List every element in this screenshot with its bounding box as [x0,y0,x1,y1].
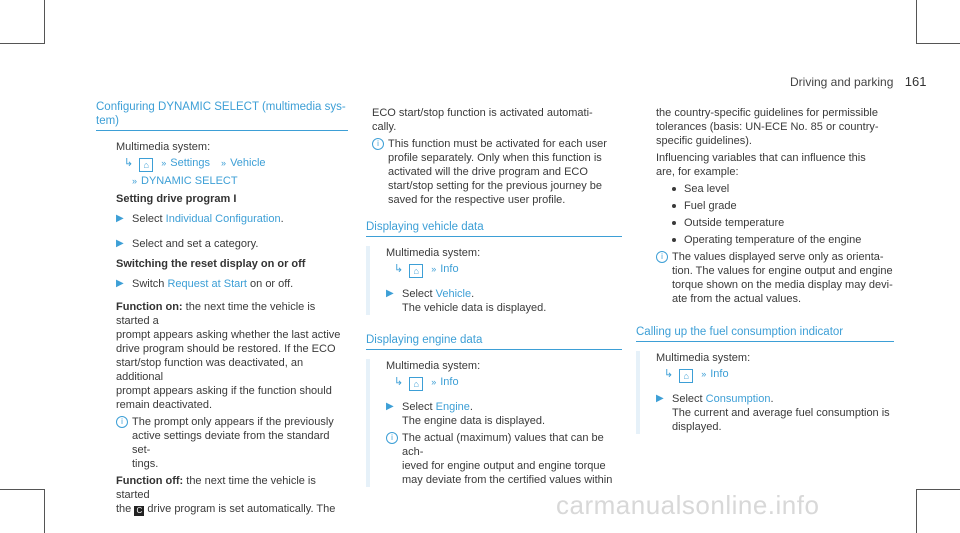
crop-mark [44,489,45,533]
content-block [366,106,622,207]
text-line: cally. [372,121,397,133]
text-line: Influencing variables that can influence this [656,152,866,164]
step-text: Select [402,288,436,300]
text-part: drive program is set automatically. The [144,503,336,515]
function-on-paragraph [116,300,348,412]
arrow-hook-icon: ↳ [124,157,134,169]
content-block [636,106,894,306]
list-item [656,233,894,247]
info-note [656,250,894,306]
text-line: start/stop function was deactivated, an additional [116,357,304,383]
text-line: may deviate from the certified values within [402,474,613,486]
function-off-paragraph [116,474,348,516]
page-number: 161 [904,74,927,89]
step-text: Select [132,213,166,225]
text-line: The prompt only appears if the previously [132,416,334,428]
arrow-hook-icon: ↳ [394,263,404,275]
column-3 [636,106,894,436]
text-line: tings. [132,458,159,470]
menu-path [664,367,894,383]
multimedia-label: Multimedia system: [386,360,481,372]
section-title-vehicle-data: Displaying vehicle data [366,221,484,233]
text-line: ieved for engine output and engine torque [402,460,606,472]
step-result: The vehicle data is displayed. [402,302,547,314]
arrow-hook-icon: ↳ [394,376,404,388]
home-icon[interactable]: ⌂ [409,264,423,278]
text-line: specific guidelines). [656,135,752,147]
double-chevron-icon: » [431,264,437,274]
triangle-right-icon: ▶ [116,238,124,249]
info-note [386,431,622,487]
heading-reset-display: Switching the reset display on or off [116,258,306,270]
column-2 [366,106,622,490]
content-block [96,140,348,516]
step [116,237,348,251]
arrow-hook-icon: ↳ [664,368,674,380]
step-text: Select [402,401,436,413]
menu-path [124,156,348,172]
double-chevron-icon: » [701,369,707,379]
step-text: Select and set a category. [132,238,259,250]
section-rule [366,236,622,237]
label-function-off: Function off: [116,475,184,487]
path-vehicle[interactable]: Vehicle [230,157,266,169]
text-line: The actual (maximum) values that can be ach- [402,432,604,458]
multimedia-label: Multimedia system: [386,247,481,259]
home-icon[interactable]: ⌂ [139,158,153,172]
list-text: Outside temperature [684,217,785,229]
link-consumption[interactable]: Consumption [705,393,771,405]
section-rule [636,341,894,342]
crop-mark [916,43,960,44]
text-line: saved for the respective user profile. [388,194,566,206]
text-part: the [116,503,135,515]
double-chevron-icon: » [161,158,167,168]
list-text: Fuel grade [684,200,737,212]
crop-mark [0,43,45,44]
list-item [656,216,894,230]
menu-path [394,262,622,278]
link-individual-configuration[interactable]: Individual Configuration [165,213,281,225]
section-rule [366,349,622,350]
section-title-engine-data: Displaying engine data [366,334,483,346]
text-line: start/stop setting for the previous journey be [388,180,603,192]
step-result: The current and average fuel consumption is [672,407,890,419]
list-text: Operating temperature of the engine [684,234,862,246]
text-line: ECO start/stop function is activated automati- [372,107,593,119]
section-rule [96,130,348,131]
step-text: on or off. [246,278,294,290]
info-note [372,137,622,207]
triangle-right-icon: ▶ [116,278,124,289]
text-line: prompt appears asking if the function should [116,385,332,397]
link-request-at-start[interactable]: Request at Start [167,278,247,290]
heading-drive-program: Setting drive program I [116,193,237,205]
path-info[interactable]: Info [440,263,459,275]
list-text: Sea level [684,183,730,195]
content-block [366,359,622,487]
triangle-right-icon: ▶ [386,401,394,412]
text-line: tion. The values for engine output and engine [672,265,893,277]
triangle-right-icon: ▶ [116,213,124,224]
title-line: tem) [96,115,119,127]
crop-mark [0,489,45,490]
text-line: prompt appears asking whether the last active [116,329,341,341]
step-text: Select [672,393,706,405]
running-header [790,75,926,89]
crop-mark [44,0,45,44]
crop-mark [916,0,917,44]
path-settings[interactable]: Settings [170,157,210,169]
step [116,277,348,291]
multimedia-label: Multimedia system: [656,352,751,364]
double-chevron-icon: » [132,176,138,186]
step-text: . [469,401,473,413]
path-info[interactable]: Info [440,376,459,388]
triangle-right-icon: ▶ [656,393,664,404]
text-line [116,502,348,516]
text-line: The values displayed serve only as orienta- [672,251,884,263]
text-line: activated will the drive program and ECO [388,166,588,178]
path-dynamic-select[interactable]: DYNAMIC SELECT [141,175,238,187]
step-text: Switch [132,278,168,290]
text-line: tolerances (basis: UN-ECE No. 85 or country- [656,121,879,133]
info-icon: i [656,251,668,263]
step [386,287,622,315]
step [386,400,622,428]
text-line: torque shown on the media display may devi- [672,279,893,291]
info-note [116,415,348,471]
info-icon: i [386,432,398,444]
text-line: the next time the vehicle is started [116,475,316,501]
step-text: . [471,288,475,300]
text-line: This function must be activated for each user [388,138,607,150]
section-name: Driving and parking [790,75,894,89]
multimedia-label: Multimedia system: [116,141,211,153]
path-info[interactable]: Info [710,368,729,380]
section-title-fuel-consumption: Calling up the fuel consumption indicator [636,326,844,338]
menu-path-cont [132,174,348,188]
content-block [636,351,894,434]
crop-mark [916,489,960,490]
link-vehicle[interactable]: Vehicle [435,288,472,300]
info-icon: i [116,416,128,428]
double-chevron-icon: » [221,158,227,168]
text-line: the country-specific guidelines for permissible [656,107,878,119]
text-line: ate from the actual values. [672,293,802,305]
title-line: Configuring DYNAMIC SELECT (multimedia sys- [96,101,346,113]
step-text: . [770,393,774,405]
home-icon[interactable]: ⌂ [409,377,423,391]
list-item [656,199,894,213]
list-item [656,182,894,196]
step-result: displayed. [672,421,722,433]
column-1 [96,100,348,516]
text-line: profile separately. Only when this function is [388,152,602,164]
triangle-right-icon: ▶ [386,288,394,299]
watermark: carmanualsonline.info [556,490,820,520]
info-icon: i [372,138,384,150]
link-engine[interactable]: Engine [435,401,470,413]
step [656,392,894,434]
section-title-dynamic-select [96,100,348,128]
text-line: active settings deviate from the standard set- [132,430,330,456]
double-chevron-icon: » [431,377,437,387]
comfort-mode-icon: C [134,506,144,516]
text-line: drive program should be restored. If the ECO [116,343,336,355]
text-line: remain deactivated. [116,399,212,411]
menu-path [394,375,622,391]
label-function-on: Function on: [116,301,183,313]
step-result: The engine data is displayed. [402,415,546,427]
content-block [366,246,622,315]
home-icon[interactable]: ⌂ [679,369,693,383]
step [116,212,348,226]
text-line: are, for example: [656,166,739,178]
crop-mark [916,489,917,533]
text-line: the next time the vehicle is started a [116,301,316,327]
step-text: . [280,213,284,225]
